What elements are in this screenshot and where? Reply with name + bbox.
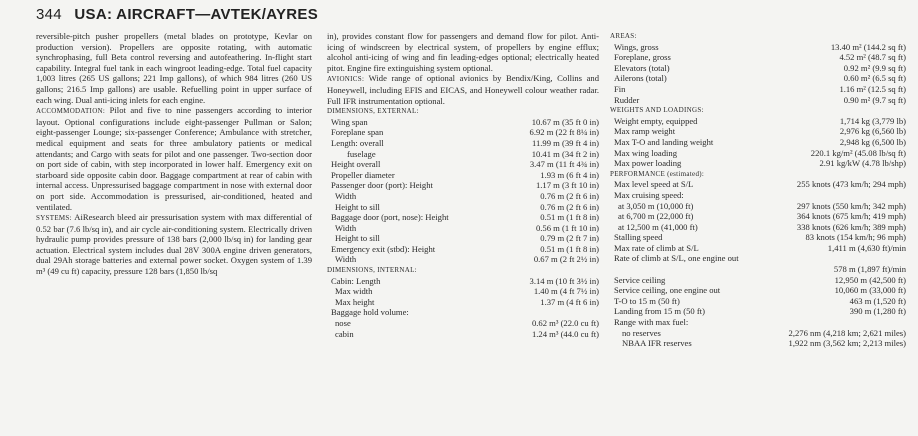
spec-row xyxy=(327,329,599,340)
spec-label: at 3,050 m (10,000 ft) xyxy=(618,200,694,211)
paragraph-text: AiResearch bleed air pressurisation system with max differential of 0.52 bar (7.6 lb/sq in), and air cycle air-conditioning system. Electrically driven hydraulic pump provides pressure of 138 bars (2,000 lb/sq in) for landing gear actuation. Electrical system includes dual 28V 300A engine driven generators, dual 29Ah storage batteries and external power socket. Oxygen system of 1.39 m³ (49 cu ft) capacity, pressure 128 bars (1,850 lb/sq xyxy=(36,212,312,277)
spec-row xyxy=(610,190,906,201)
spec-value: 1.17 m (3 ft 10 in) xyxy=(535,180,599,191)
spec-row xyxy=(327,149,599,160)
spec-value xyxy=(688,317,906,328)
spec-value: 338 knots (626 km/h; 389 mph) xyxy=(796,221,906,232)
spec-row xyxy=(610,116,906,127)
spec-label: fuselage xyxy=(347,148,376,159)
spec-row xyxy=(610,232,906,243)
spec-label: Height to sill xyxy=(335,201,380,212)
dimensions-table xyxy=(327,106,599,339)
spec-label: Width xyxy=(335,190,357,201)
spec-row xyxy=(610,328,906,339)
section-heading: AREAS: xyxy=(610,32,637,40)
section-label: SYSTEMS: xyxy=(36,214,72,223)
spec-value: 1.40 m (4 ft 7½ in) xyxy=(533,286,599,297)
spec-row xyxy=(327,138,599,149)
spec-value: 0.76 m (2 ft 6 in) xyxy=(540,201,599,212)
spec-value: 0.56 m (1 ft 10 in) xyxy=(535,222,599,233)
spec-row xyxy=(610,253,906,264)
spec-row xyxy=(610,296,906,307)
spec-label: Landing from 15 m (50 ft) xyxy=(614,306,705,317)
column-middle-text xyxy=(327,31,599,106)
spec-row xyxy=(610,275,906,286)
spec-row xyxy=(610,211,906,222)
column-right xyxy=(610,31,906,349)
spec-row xyxy=(327,191,599,202)
spec-label: Wing span xyxy=(331,116,368,127)
section-heading: DIMENSIONS, INTERNAL: xyxy=(327,266,417,275)
spec-row xyxy=(327,159,599,170)
spec-value: 11.99 m (39 ft 4 in) xyxy=(532,137,599,148)
spec-label: T-O to 15 m (50 ft) xyxy=(614,295,680,306)
spec-value: 0.51 m (1 ft 8 in) xyxy=(540,243,599,254)
spec-row xyxy=(327,318,599,329)
spec-label: Max cruising speed: xyxy=(614,189,684,200)
spec-label: Service ceiling, one engine out xyxy=(614,285,721,296)
spec-label: Passenger door (port): Height xyxy=(331,180,433,191)
section-heading: DIMENSIONS, EXTERNAL: xyxy=(327,107,419,116)
spec-label: Height overall xyxy=(331,159,381,170)
spec-row xyxy=(610,148,906,159)
spec-label: at 12,500 m (41,000 ft) xyxy=(618,221,698,232)
spec-value: 12,950 m (42,500 ft) xyxy=(834,274,906,285)
page-number: 344 xyxy=(36,6,62,23)
paragraph-text: in), provides constant flow for passengers and demand flow for pilot. Anti-icing of windscreen by electrical system, of propellers by engine efflux; alcohol anti-icing of wing and fin leading-edges optional; electrically heated pitot. Engine fire extinguishing system optional. xyxy=(327,31,599,73)
spec-value: 0.79 m (2 ft 7 in) xyxy=(540,233,599,244)
spec-row xyxy=(610,42,906,53)
spec-label: Max power loading xyxy=(614,158,682,169)
page-header xyxy=(36,6,318,23)
spec-row xyxy=(610,264,906,275)
spec-row xyxy=(610,222,906,233)
spec-label: Max rate of climb at S/L xyxy=(614,242,699,253)
spec-value: 1.37 m (4 ft 6 in) xyxy=(540,296,599,307)
spec-row xyxy=(610,201,906,212)
spec-row xyxy=(610,158,906,169)
spec-value: 2,976 kg (6,560 lb) xyxy=(839,126,906,137)
spec-label: no reserves xyxy=(622,327,661,338)
spec-value: 364 knots (675 km/h; 419 mph) xyxy=(796,211,906,222)
spec-row xyxy=(610,338,906,349)
spec-value: 10.41 m (34 ft 2 in) xyxy=(531,148,599,159)
spec-label: Width xyxy=(335,222,357,233)
spec-value: 0.51 m (1 ft 8 in) xyxy=(540,212,599,223)
spec-label: Stalling speed xyxy=(614,232,663,243)
spec-row xyxy=(327,117,599,128)
spec-value: 1,922 nm (3,562 km; 2,213 miles) xyxy=(788,338,906,349)
spec-value: 463 m (1,520 ft) xyxy=(849,295,906,306)
spec-value: 390 m (1,280 ft) xyxy=(849,306,906,317)
spec-value: 3.14 m (10 ft 3½ in) xyxy=(529,275,599,286)
spec-value: 83 knots (154 km/h; 96 mph) xyxy=(805,232,906,243)
spec-value: 297 knots (550 km/h; 342 mph) xyxy=(796,200,906,211)
paragraph xyxy=(36,212,312,277)
spec-value: 10,060 m (33,000 ft) xyxy=(834,285,906,296)
spec-value: 0.90 m² (9.7 sq ft) xyxy=(843,94,906,105)
spec-value: 3.47 m (11 ft 4¾ in) xyxy=(529,159,599,170)
spec-value: 0.62 m³ (22.0 cu ft) xyxy=(531,318,599,329)
column-left xyxy=(36,31,312,277)
spec-label: cabin xyxy=(335,328,354,339)
spec-label: Max level speed at S/L xyxy=(614,179,694,190)
spec-value: 1,411 m (4,630 ft)/min xyxy=(827,242,906,253)
spec-row xyxy=(610,285,906,296)
spec-label: Baggage door (port, nose): Height xyxy=(331,212,449,223)
spec-value: 255 knots (473 km/h; 294 mph) xyxy=(796,179,906,190)
spec-row xyxy=(327,233,599,244)
spec-row xyxy=(327,244,599,255)
spec-label: Max height xyxy=(335,296,375,307)
spec-label: Max width xyxy=(335,286,373,297)
spec-value: 10.67 m (35 ft 0 in) xyxy=(531,116,599,127)
page-title: USA: AIRCRAFT—AVTEK/AYRES xyxy=(74,6,319,23)
column-middle xyxy=(327,31,599,339)
spec-label: Rudder xyxy=(614,94,640,105)
spec-row xyxy=(610,137,906,148)
section-label: ACCOMMODATION: xyxy=(36,107,106,116)
spec-row xyxy=(610,126,906,137)
spec-row xyxy=(327,180,599,191)
spec-value: 2,276 nm (4,218 km; 2,621 miles) xyxy=(788,327,906,338)
spec-label: at 6,700 m (22,000 ft) xyxy=(618,211,694,222)
spec-value xyxy=(684,190,906,201)
spec-row xyxy=(610,84,906,95)
spec-row xyxy=(610,52,906,63)
paragraph-text: reversible-pitch pusher propellers (metal blades on prototype, Kevlar on production version). Propellers are opposite rotating, with automatic synchrophasing, full Beta control reversing and autofeathering. In-flight start capability. Integral fuel tank in each wingroot leading-edge. Total fuel capacity 1,003 litres (265 US gallons; 221 Imp gallons), of which 984 litres (260 US gallons; 216.5 Imp gallons) are usable. Refuelling point in upper surface of each wing. Dual anti-icing inlets for each engine. xyxy=(36,31,312,105)
spec-value: 1.16 m² (12.5 sq ft) xyxy=(839,83,906,94)
paragraph-text: Pilot and five to nine passengers according to interior layout. Optional configurations include eight-passenger Pullman or Salon; eight-passenger Lounge; six-passenger Conference; Ambulance with stretcher, medical equipment and seats for three ambulatory patients or medical attendants; and Cargo with seats for pilot and one passenger. Two-section door on port side of cabin, with step incorporated in lower half. Emergency exit on starboard side opposite cabin door. Baggage compartment at rear of cabin with internal access. Unpressurised baggage compartment in nose with external door on port side. Accommodation is pressurised, air-conditioned, heated and ventilated. xyxy=(36,105,313,212)
spec-value: 6.92 m (22 ft 8¼ in) xyxy=(529,127,599,138)
spec-label: nose xyxy=(335,318,351,329)
spec-value: 4.52 m² (48.7 sq ft) xyxy=(839,52,906,63)
spec-value: 1.93 m (6 ft 4 in) xyxy=(540,169,599,180)
spec-row xyxy=(610,317,906,328)
spec-value: 1,714 kg (3,779 lb) xyxy=(839,115,906,126)
section-heading: PERFORMANCE (estimated): xyxy=(610,169,705,178)
spec-row xyxy=(327,286,599,297)
spec-value: 1.24 m³ (44.0 cu ft) xyxy=(531,328,599,339)
spec-label: Max ramp weight xyxy=(614,126,676,137)
spec-label: Length: overall xyxy=(331,137,384,148)
spec-row xyxy=(610,179,906,190)
spec-value: 0.92 m² (9.9 sq ft) xyxy=(843,62,906,73)
spec-label: Baggage hold volume: xyxy=(331,307,409,318)
spec-label: Service ceiling xyxy=(614,274,666,285)
spec-label: Range with max fuel: xyxy=(614,317,689,328)
spec-value: 0.76 m (2 ft 6 in) xyxy=(540,190,599,201)
spec-value: 2.91 kg/kW (4.78 lb/shp) xyxy=(819,158,906,169)
spec-label: Max T-O and landing weight xyxy=(614,136,714,147)
spec-label: NBAA IFR reserves xyxy=(622,338,692,349)
spec-row xyxy=(327,127,599,138)
paragraph xyxy=(327,31,599,73)
paragraph xyxy=(327,73,599,106)
spec-label: Elevators (total) xyxy=(614,62,670,73)
section-label: AVIONICS: xyxy=(327,75,365,84)
spec-row xyxy=(327,276,599,287)
spec-row xyxy=(327,254,599,265)
paragraph xyxy=(36,31,312,105)
spec-row xyxy=(327,223,599,234)
paragraph-text: Wide range of optional avionics by Bendix/King, Collins and Honeywell, including EFIS and EICAS, and Honeywell colour weather radar. Full IFR instrumentation optional. xyxy=(327,73,599,106)
spec-row xyxy=(327,307,599,318)
paragraph xyxy=(36,105,312,212)
spec-row xyxy=(610,63,906,74)
spec-value xyxy=(739,253,906,264)
spec-label: Propeller diameter xyxy=(331,169,395,180)
spec-label: Max wing loading xyxy=(614,147,678,158)
spec-row xyxy=(327,170,599,181)
spec-label: Foreplane, gross xyxy=(614,52,671,63)
spec-row xyxy=(327,202,599,213)
spec-label: Cabin: Length xyxy=(331,275,381,286)
spec-value: 0.67 m (2 ft 2½ in) xyxy=(533,254,599,265)
spec-row xyxy=(327,212,599,223)
spec-row xyxy=(610,95,906,106)
spec-value: 578 m (1,897 ft)/min xyxy=(833,264,906,275)
spec-label: Height to sill xyxy=(335,233,380,244)
spec-label: Wings, gross xyxy=(614,41,659,52)
spec-value: 220.1 kg/m² (45.08 lb/sq ft) xyxy=(810,147,906,158)
spec-row xyxy=(610,306,906,317)
spec-label: Width xyxy=(335,254,357,265)
spec-row xyxy=(610,243,906,254)
spec-label: Foreplane span xyxy=(331,127,384,138)
spec-label: Rate of climb at S/L, one engine out xyxy=(614,253,739,264)
spec-label: Weight empty, equipped xyxy=(614,115,698,126)
spec-value: 2,948 kg (6,500 lb) xyxy=(839,136,906,147)
spec-row xyxy=(610,73,906,84)
spec-label: Fin xyxy=(614,83,626,94)
spec-value: 0.60 m² (6.5 sq ft) xyxy=(843,73,906,84)
spec-value xyxy=(409,307,599,318)
spec-value: 13.40 m² (144.2 sq ft) xyxy=(830,41,906,52)
spec-label: Emergency exit (stbd): Height xyxy=(331,243,436,254)
spec-label: Ailerons (total) xyxy=(614,73,667,84)
spec-row xyxy=(327,297,599,308)
section-heading: WEIGHTS AND LOADINGS: xyxy=(610,106,704,115)
